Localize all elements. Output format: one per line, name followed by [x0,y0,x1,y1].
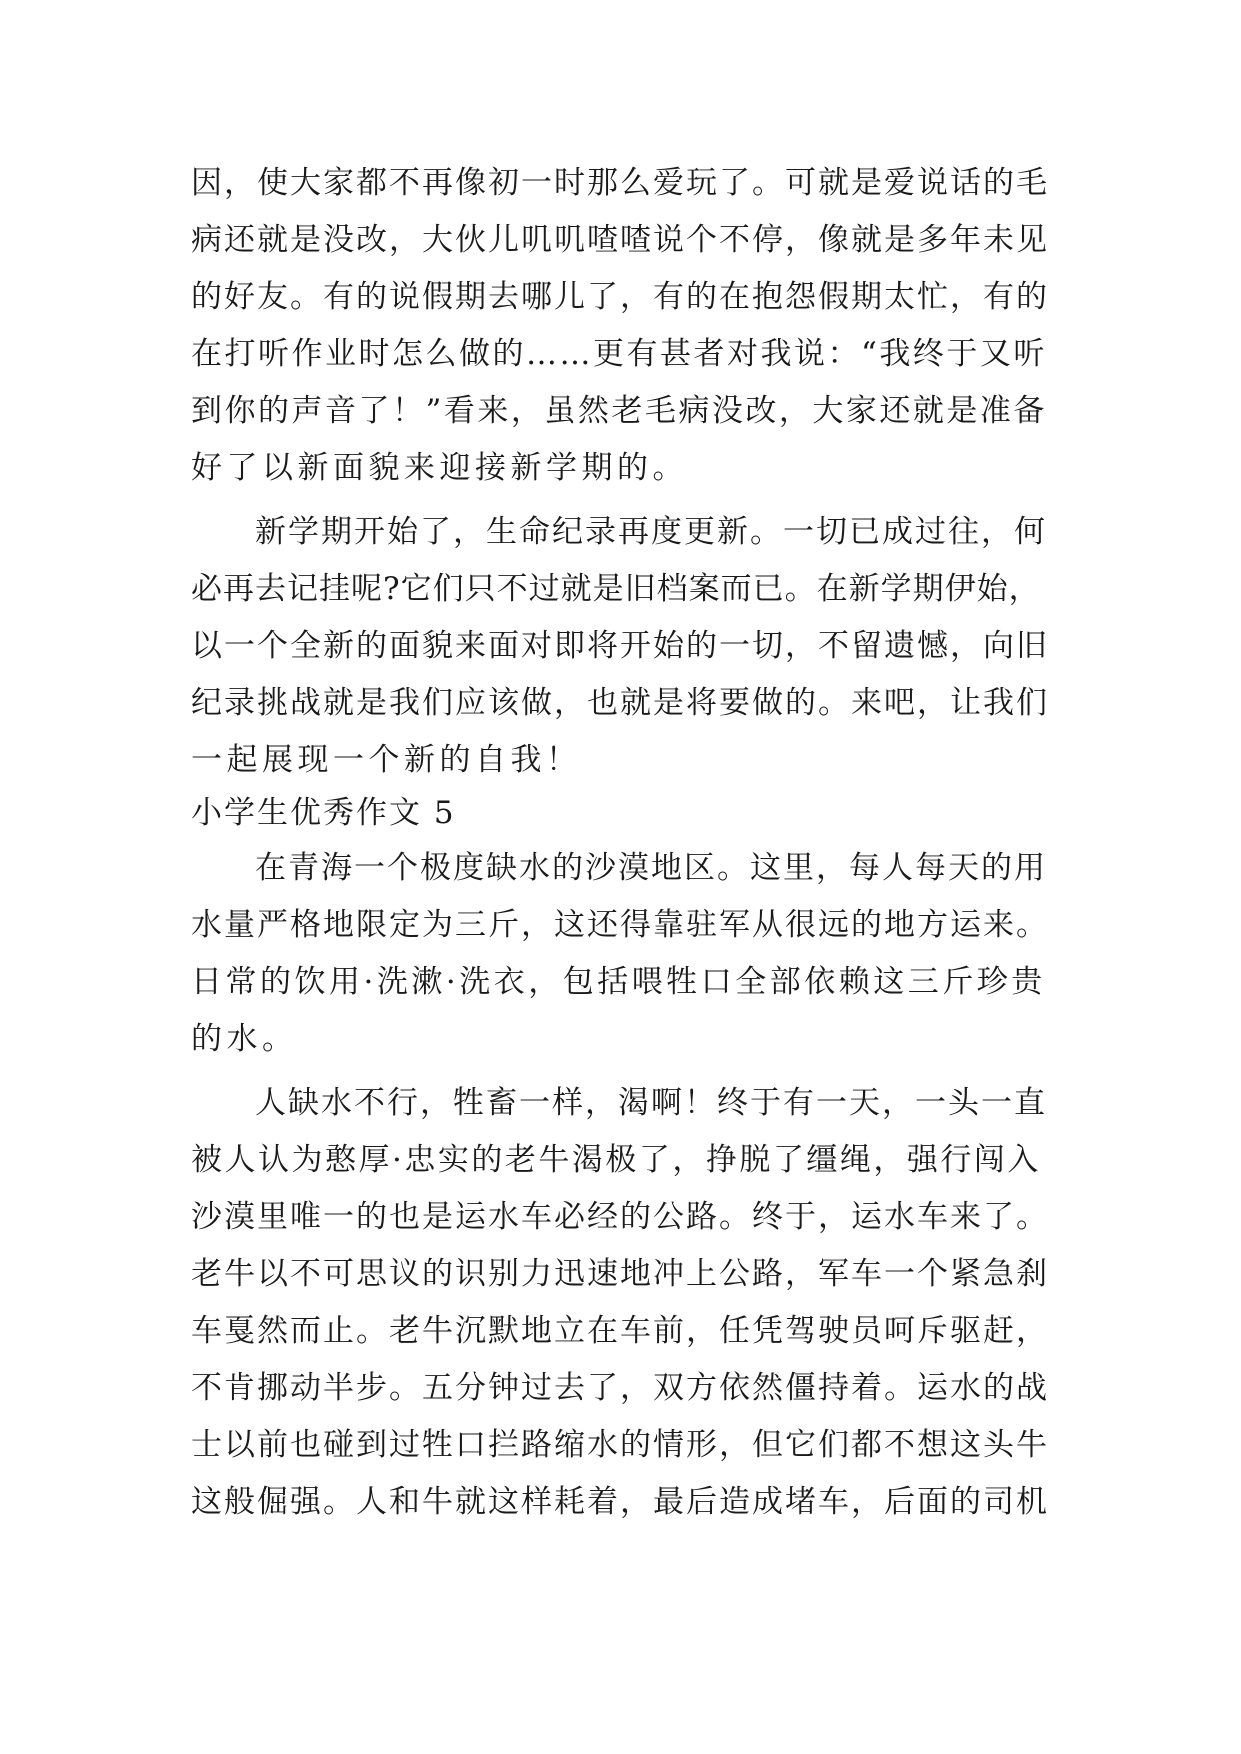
text-line: 老牛以不可思议的识别力迅速地冲上公路，军车一个紧急刹 [191,1256,1049,1292]
text-line: 人缺水不行，牲畜一样，渴啊！终于有一天，一头一直 [255,1085,1047,1121]
text-line: 因，使大家都不再像初一时那么爱玩了。可就是爱说话的毛 [191,165,1049,201]
text-line: 新学期开始了，生命纪录再度更新。一切已成过往，何 [255,514,1047,550]
text-line: 病还就是没改，大伙儿叽叽喳喳说个不停，像就是多年未见 [191,222,1049,258]
text-line: 一起展现一个新的自我！ [191,742,582,778]
text-line: 的水。 [191,1021,298,1057]
text-line: 这般倔强。人和牛就这样耗着，最后造成堵车，后面的司机 [191,1484,1049,1520]
text-line: 日常的饮用·洗漱·洗衣，包括喂牲口全部依赖这三斤珍贵 [191,964,1046,1000]
text-line: 到你的声音了！”看来，虽然老毛病没改，大家还就是准备 [191,393,1047,429]
section-heading: 小学生优秀作文 5 [191,795,456,831]
text-line: 沙漠里唯一的也是运水车必经的公路。终于，运水车来了。 [191,1199,1049,1235]
text-line: 好了以新面貌来迎接新学期的。 [191,450,688,486]
text-line: 纪录挑战就是我们应该做，也就是将要做的。来吧，让我们 [191,685,1049,721]
text-line: 在打听作业时怎么做的……更有甚者对我说：“我终于又听 [191,336,1047,372]
text-line: 以一个全新的面貌来面对即将开始的一切，不留遗憾，向旧 [191,628,1049,664]
text-line: 在青海一个极度缺水的沙漠地区。这里，每人每天的用 [255,850,1047,886]
text-line: 被人认为憨厚·忠实的老牛渴极了，挣脱了缰绳，强行闯入 [191,1142,1041,1178]
text-line: 不肯挪动半步。五分钟过去了，双方依然僵持着。运水的战 [191,1370,1049,1406]
text-line: 士以前也碰到过牲口拦路缩水的情形，但它们都不想这头牛 [191,1427,1049,1463]
text-line: 必再去记挂呢?它们只不过就是旧档案而已。在新学期伊始， [191,571,1041,607]
text-line: 的好友。有的说假期去哪儿了，有的在抱怨假期太忙，有的 [191,279,1049,315]
text-line: 水量严格地限定为三斤，这还得靠驻军从很远的地方运来。 [191,907,1049,943]
text-line: 车戛然而止。老牛沉默地立在车前，任凭驾驶员呵斥驱赶， [191,1313,1049,1349]
